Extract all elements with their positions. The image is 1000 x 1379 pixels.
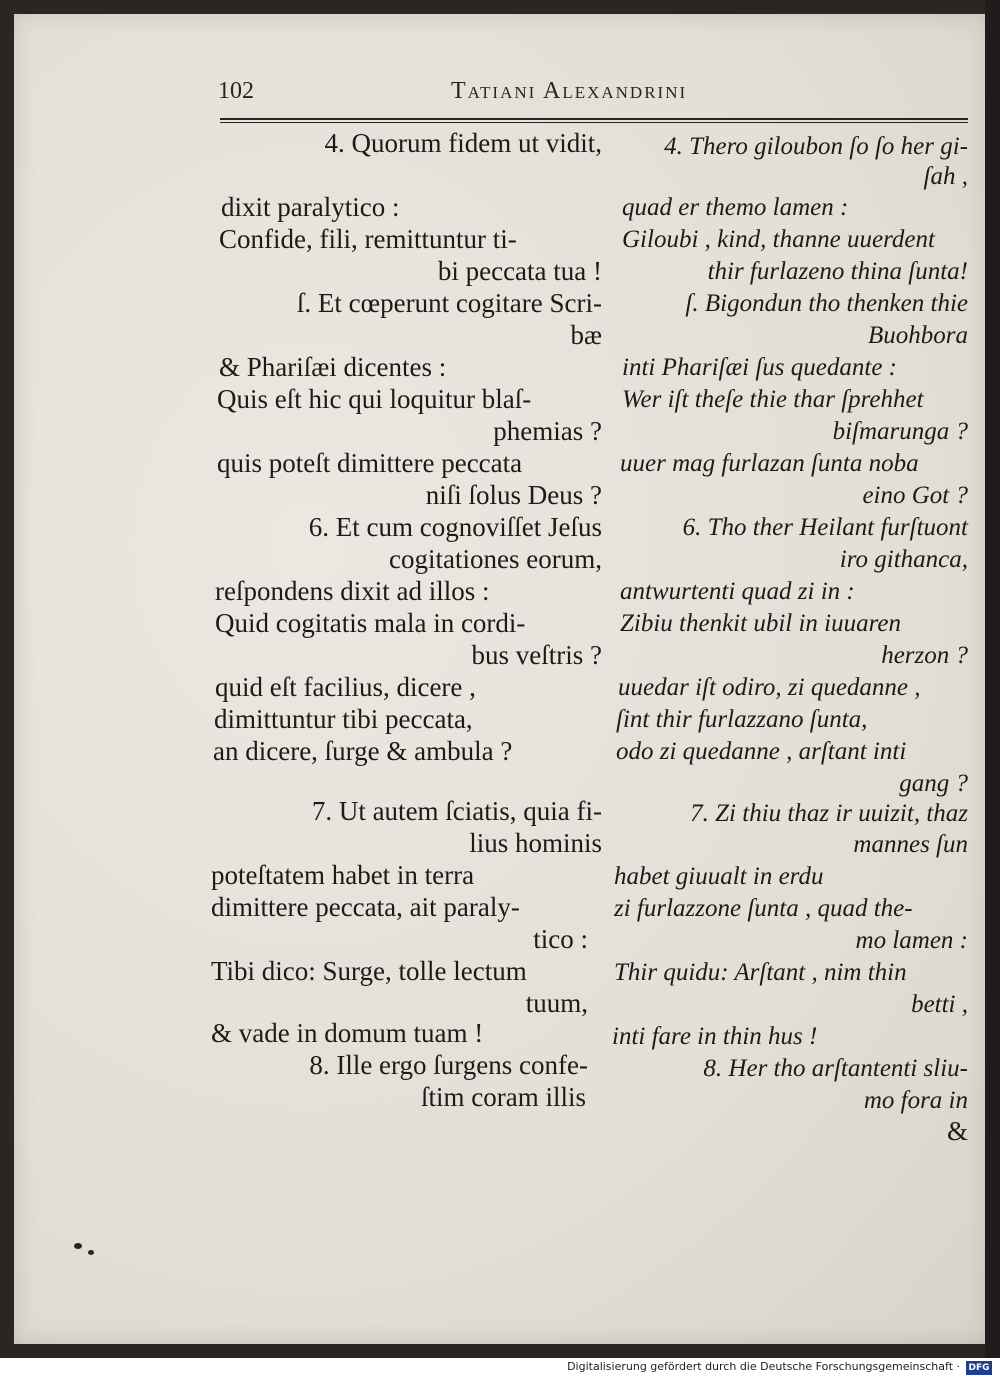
frankish-line: odo zi quedanne , arſtant inti [616, 738, 907, 765]
frankish-line: 8. Her tho arſtantenti sliu- [703, 1055, 968, 1082]
frankish-line: uuer mag furlazan ſunta noba [620, 450, 919, 477]
frankish-line: iro githanca, [839, 546, 968, 573]
latin-line: 8. Ille ergo ſurgens confe- [309, 1050, 588, 1080]
frankish-line: ſint thir furlazzano ſunta, [616, 706, 868, 733]
frankish-line: herzon ? [881, 642, 968, 669]
frankish-line: Giloubi , kind, thanne uuerdent [622, 226, 935, 253]
latin-line: bi peccata tua ! [437, 256, 602, 286]
frankish-line: mo fora in [863, 1087, 968, 1114]
ink-spot [74, 1243, 82, 1249]
latin-line: dimittuntur tibi peccata, [214, 704, 473, 734]
frankish-line: zi furlazzone ſunta , quad the- [614, 895, 913, 922]
latin-line: dixit paralytico : [221, 192, 400, 222]
frankish-line: mo lamen : [855, 927, 968, 954]
latin-line: poteſtatem habet in terra [211, 860, 475, 890]
latin-line: 4. Quorum fidem ut vidit, [324, 128, 602, 158]
page-header [218, 78, 968, 108]
latin-line: Confide, fili, remittuntur ti- [219, 224, 517, 254]
frankish-line: gang ? [899, 770, 968, 797]
digitization-footer [0, 1358, 1000, 1379]
latin-line: & vade in domum tuam ! [211, 1018, 484, 1048]
latin-line: quis poteſt dimittere peccata [217, 448, 523, 478]
scan-edge [985, 0, 1000, 1379]
frankish-line: betti , [911, 991, 968, 1018]
latin-line: Quis eſt hic qui loquitur blaſ- [217, 384, 532, 414]
latin-line: 7. Ut autem ſciatis, quia fi- [311, 796, 602, 826]
latin-line: ſ. Et cœperunt cogitare Scri- [296, 288, 602, 318]
frankish-line: uuedar iſt odiro, zi quedanne , [618, 674, 921, 701]
latin-line: bæ [570, 320, 602, 350]
frankish-line: Thir quidu: Arſtant , nim thin [614, 959, 907, 986]
latin-line: reſpondens dixit ad illos : [215, 576, 490, 606]
frankish-line: 7. Zi thiu thaz ir uuizit, thaz [690, 800, 968, 827]
page-number: 102 [218, 78, 254, 104]
frankish-line: 6. Tho ther Heilant furſtuont [682, 514, 968, 541]
frankish-line: inti fare in thin hus ! [612, 1023, 818, 1050]
frankish-line: habet giuualt in erdu [614, 863, 824, 890]
header-rule-thin [220, 122, 968, 123]
frankish-line: antwurtenti quad zi in : [620, 578, 855, 605]
latin-line: ſtim coram illis [421, 1082, 586, 1112]
latin-line: Tibi dico: Surge, tolle lectum [211, 956, 527, 986]
latin-line: niſi ſolus Deus ? [425, 480, 602, 510]
header-rule [220, 118, 968, 120]
latin-line: Quid cogitatis mala in cordi- [215, 608, 526, 638]
frankish-line: inti Phariſæi ſus quedante : [622, 354, 897, 381]
frankish-line: Zibiu thenkit ubil in iuuaren [620, 610, 902, 637]
latin-line: lius hominis [469, 828, 602, 858]
running-title: Tatiani Alexandrini [451, 78, 688, 104]
frankish-line: thir furlazeno thina ſunta! [707, 258, 968, 285]
latin-line: dimittere peccata, ait paraly- [211, 892, 520, 922]
latin-line: quid eſt facilius, dicere , [215, 672, 476, 702]
ink-spot [88, 1250, 94, 1255]
frankish-line: quad er themo lamen : [622, 194, 849, 221]
frankish-line: biſmarunga ? [832, 418, 968, 445]
latin-line: tico : [533, 924, 588, 954]
footer-credit: Digitalisierung gefördert durch die Deutsche Forschungsgemeinschaft · [567, 1360, 960, 1373]
frankish-line: Wer iſt theſe thie thar ſprehhet [622, 386, 924, 413]
frankish-line: ſah , [923, 163, 968, 190]
latin-line: tuum, [525, 988, 588, 1018]
latin-line: & Phariſæi dicentes : [219, 352, 447, 382]
latin-line: cogitationes eorum, [389, 544, 602, 574]
frankish-line: 4. Thero giloubon ſo ſo her gi- [664, 133, 968, 160]
frankish-line: ſ. Bigondun tho thenken thie [685, 290, 968, 317]
frankish-line: mannes ſun [853, 831, 968, 858]
catchword: & [946, 1116, 968, 1146]
latin-line: phemias ? [493, 416, 602, 446]
dfg-logo: DFG [966, 1361, 992, 1375]
latin-line: 6. Et cum cognoviſſet Jeſus [308, 512, 602, 542]
frankish-line: eino Got ? [862, 482, 968, 509]
frankish-line: Buohbora [868, 322, 968, 349]
latin-line: an dicere, ſurge & ambula ? [213, 736, 513, 766]
latin-line: bus veſtris ? [471, 640, 602, 670]
